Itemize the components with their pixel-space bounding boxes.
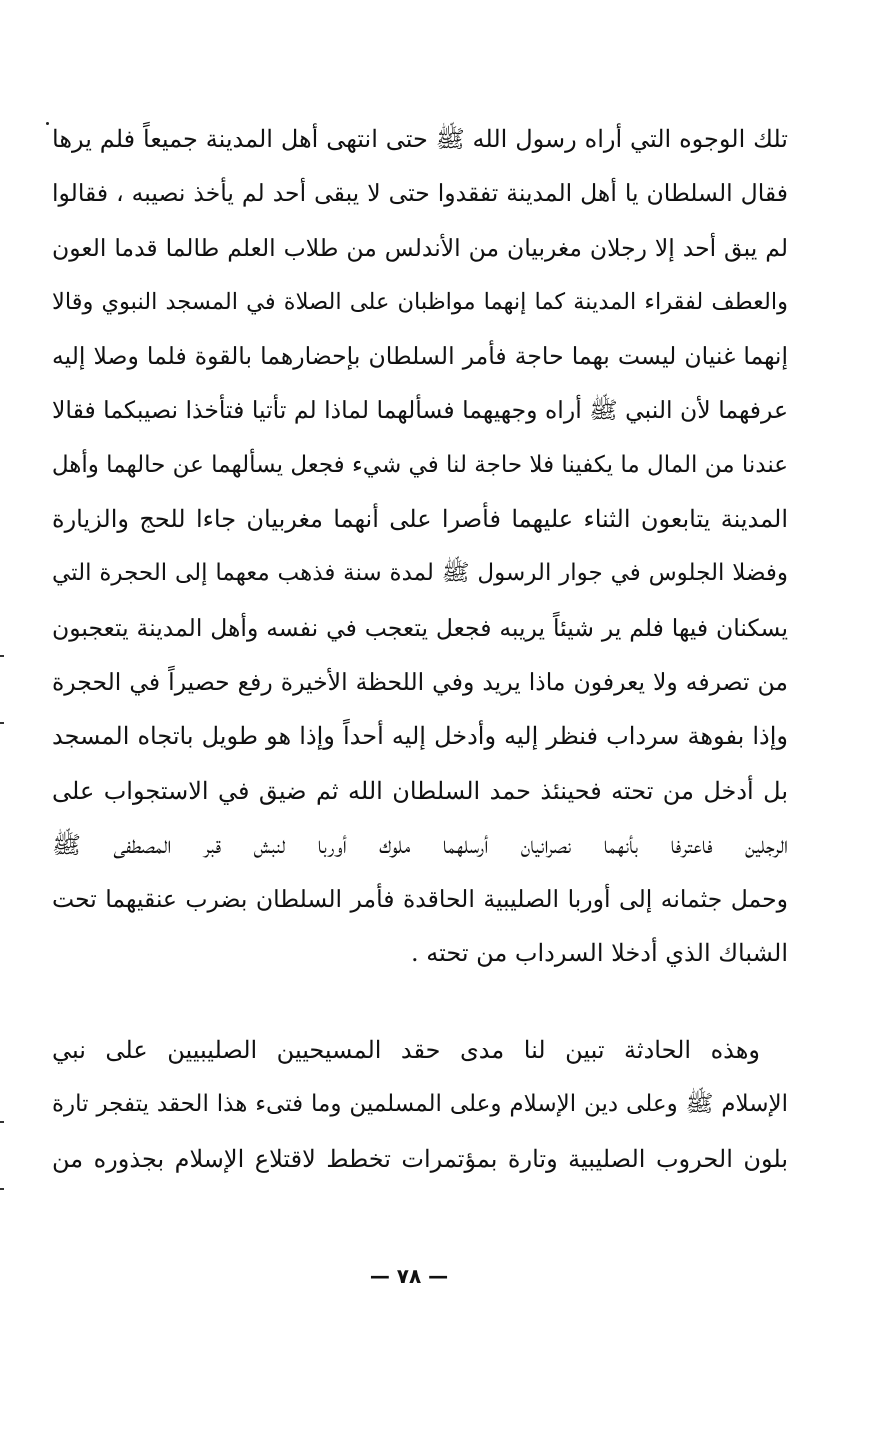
text-line: من تصرفه ولا يعرفون ماذا يريد وفي اللحظة الأخيرة رفع حصيراً في الحجرة	[52, 667, 788, 696]
text-line-last: الشباك الذي أدخلا السرداب من تحته .	[411, 939, 788, 968]
text-line: فقال السلطان يا أهل المدينة تفقدوا حتى لا يبقى أحد لم يأخذ نصيبه ، فقالوا	[52, 179, 788, 208]
paragraph-1	[52, 112, 788, 981]
text-line: تلك الوجوه التي أراه رسول الله ﷺ حتى انتهى أهل المدينة جميعاً فلم يرها	[52, 125, 788, 153]
text-line: بل أدخل من تحته فحينئذ حمد السلطان الله ثم ضيق في الاستجواب على	[52, 776, 788, 805]
text-line: بلون الحروب الصليبية وتارة بمؤتمرات تخطط لاقتلاع الإسلام بجذوره من	[52, 1144, 788, 1173]
page-number: — ٧٨ —	[369, 1264, 449, 1288]
scan-edge-mark	[0, 1188, 4, 1190]
text-line: وفضلا الجلوس في جوار الرسول ﷺ لمدة سنة فذهب معهما إلى الحجرة التي	[52, 560, 788, 587]
text-line: يسكنان فيها فلم ير شيئاً يريبه فجعل يتعجب في نفسه وأهل المدينة يتعجبون	[52, 613, 788, 642]
text-line: والعطف لفقراء المدينة كما إنهما مواظبان على الصلاة في المسجد النبوي وقالا	[52, 288, 788, 315]
text-line: المدينة يتابعون الثناء عليهما فأصرا على أنهما مغربيان جاءا للحج والزيارة	[52, 505, 788, 534]
text-line: عندنا من المال ما يكفينا فلا حاجة لنا في شيء فجعل يسألهما عن حالهما وأهل	[52, 451, 788, 478]
text-line: إنهما غنيان ليست بهما حاجة فأمر السلطان بإحضارهما بالقوة فلما وصلا إليه	[52, 342, 788, 371]
text-line: لم يبق أحد إلا رجلان مغربيان من الأندلس من طلاب العلم طالما قدما العون	[52, 233, 788, 262]
scan-edge-mark	[0, 655, 4, 657]
scan-edge-mark	[0, 722, 4, 724]
scan-edge-mark	[0, 1121, 4, 1123]
text-line: عرفهما لأن النبي ﷺ أراه وجهيهما فسألهما لماذا لم تأتيا فتأخذا نصيبكما فقالا	[52, 396, 788, 425]
text-line-indented: وهذه الحادثة تبين لنا مدى حقد المسيحيين الصليبيين على نبي	[52, 1036, 760, 1064]
text-line: الرجلين فاعترفا بأنهما نصرانيان أرسلهما ملوك أوربا لنبش قبر المصطفى ﷺ	[52, 830, 788, 859]
text-line: الإسلام ﷺ وعلى دين الإسلام وعلى المسلمين وما فتىء هذا الحقد يتفجر تارة	[52, 1091, 788, 1118]
text-line: وإذا بفوهة سرداب فنظر إليه وأدخل إليه أحداً وإذا هو طويل باتجاه المسجد	[52, 722, 788, 751]
scan-speck	[46, 122, 49, 125]
text-line: وحمل جثمانه إلى أوربا الصليبية الحاقدة فأمر السلطان بضرب عنقيهما تحت	[52, 885, 788, 914]
paragraph-2	[52, 1023, 788, 1186]
